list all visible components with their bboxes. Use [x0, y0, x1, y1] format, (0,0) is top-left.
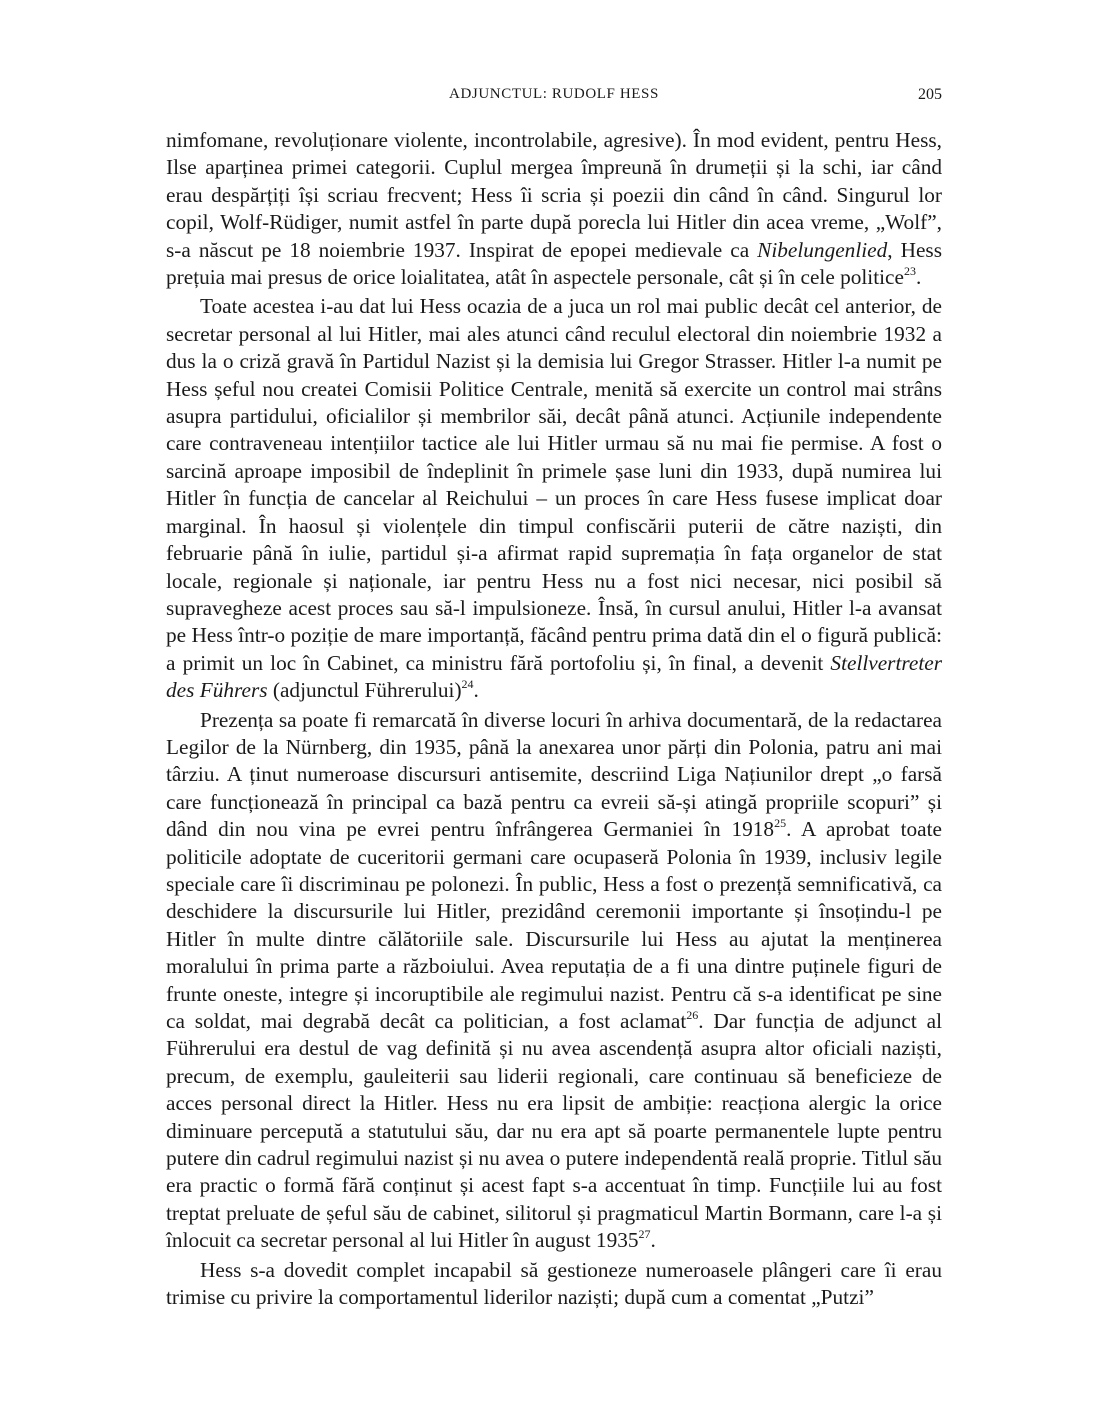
text-run: . [473, 678, 479, 703]
text-run: Hess s-a dovedit complet incapabil să gestioneze numeroasele plângeri care îi erau trimise cu privire la comportamentul liderilor naziști; după cum a comentat „Putzi” [166, 1257, 942, 1310]
footnote-ref: 24 [461, 677, 474, 692]
footnote-ref: 23 [903, 264, 916, 279]
paragraph [166, 293, 942, 704]
italic-term: Stellvertreter des Führers [166, 650, 942, 703]
text-run: . [915, 265, 922, 290]
text-run: Prezența sa poate fi remarcată în diverse locuri în arhiva documentară, de la redactarea Legilor de la Nürnberg, din 1935, până la anexarea unor părți din Polonia, patru ani mai târziu. A ținut numeroase discursuri antisemite, descriind Liga Națiunilor drept „o farsă care funcționează în principal ca bază pentru ca evreii să-și atingă propriile scopuri” și dând din nou vina pe evrei pentru înfrângerea Germaniei în 1918 [166, 707, 942, 842]
paragraph [166, 127, 942, 291]
paragraph [166, 1257, 942, 1312]
text-run: . Dar funcția de adjunct al Führerului era destul de vag definită și nu avea ascendență asupra altor oficiali naziști, precum, de exemplu, gauleiterii sau liderii regionali, care continuau să beneficieze de acces personal direct la Hitler. Hess nu era lipsit de ambiție: reacționa alergic la orice diminuare percepută a statutului său, dar nu era apt să poarte permanentele lupte pentru putere din cadrul regimului nazist și nu avea o putere independentă reală proprie. Titlul său era practic o formă fără conținut și acest fapt s-a accentuat în timp. Funcțiile lui au fost treptat preluate de șeful său de cabinet, silitorul și pragmaticul Martin Bormann, care l-a și înlocuit ca secretar personal al lui Hitler în august 1935 [166, 1009, 943, 1253]
body-text [166, 127, 942, 1311]
page-number: 205 [918, 86, 942, 103]
footnote-ref: 27 [638, 1227, 651, 1242]
text-run: . [650, 1228, 656, 1253]
footnote-ref: 26 [686, 1008, 699, 1022]
text-run: . A aprobat toate politicile adoptate de cuceritorii germani care ocupaseră Polonia în 1939, inclusiv legile speciale care îi discriminau pe polonezi. În public, Hess a fost o prezență semnificativă, ca deschidere la discursurile lui Hitler, prezidând ceremonii importante și însoțindu-l pe Hitler în multe dintre călătoriile sale. Discursurile lui Hess au ajutat la menținerea moralului în prima parte a războiului. Avea reputația de a fi una dintre puținele figuri de frunte oneste, integre și incoruptibile ale regimului nazist. Pentru că s-a identificat pe sine ca soldat, mai degrabă decât ca politician, a fost aclamat [166, 817, 942, 1033]
paragraph [166, 707, 942, 1255]
running-head [166, 86, 942, 110]
text-run: nimfomane, revoluționare violente, incontrolabile, agresive). În mod evident, pentru Hess, Ilse aparținea primei categorii. Cuplul mergea împreună în drumeții și la schi, iar când erau despărțiți își scriau frecvent; Hess îi scria și poezii din când în când. Singurul lor copil, Wolf-Rüdiger, numit astfel în parte după porecla lui Hitler din acea vreme, „Wolf”, s-a născut pe 18 noiembrie 1937. Inspirat de epopei medievale ca [166, 128, 942, 262]
italic-term: Nibelungenlied [757, 237, 888, 262]
running-title: ADJUNCTUL: RUDOLF HESS [449, 86, 659, 102]
text-run: , Hess prețuia mai presus de orice loialitatea, atât în aspectele personale, cât și în cele politice [166, 237, 942, 290]
footnote-ref: 25 [774, 816, 787, 831]
text-run: Toate acestea i-au dat lui Hess ocazia de a juca un rol mai public decât cel anterior, de secretar personal al lui Hitler, mai ales atunci când reculul electoral din noiembrie 1932 a dus la o criză gravă în Partidul Nazist și la demisia lui Gregor Strasser. Hitler l-a numit pe Hess șeful nou createi Comisii Politice Centrale, menită să exercite un control mai strâns asupra partidului, oficialilor și membrilor săi, decât până atunci. Acțiunile independente care contraveneau intențiilor tactice ale lui Hitler urmau să nu mai fie permise. A fost o sarcină aproape imposibil de îndeplinit în primele șase luni din 1933, după numirea lui Hitler în funcția de cancelar al Reichului – un proces în care Hess fusese implicat doar marginal. În haosul și violențele din timpul confiscării puterii de către naziști, din februarie până în iulie, partidul și-a afirmat rapid supremația în fața organelor de stat locale, regionale și naționale, iar pentru Hess nu a fost nici necesar, nici posibil să supravegheze acest proces sau să-l impulsioneze. Însă, în cursul anului, Hitler l-a avansat pe Hess într-o poziție de mare importanță, făcând pentru prima dată din el o figură publică: a primit un loc în Cabinet, ca ministru fără portofoliu și, în final, a devenit [166, 294, 942, 675]
text-run: (adjunctul Führerului) [267, 678, 462, 703]
